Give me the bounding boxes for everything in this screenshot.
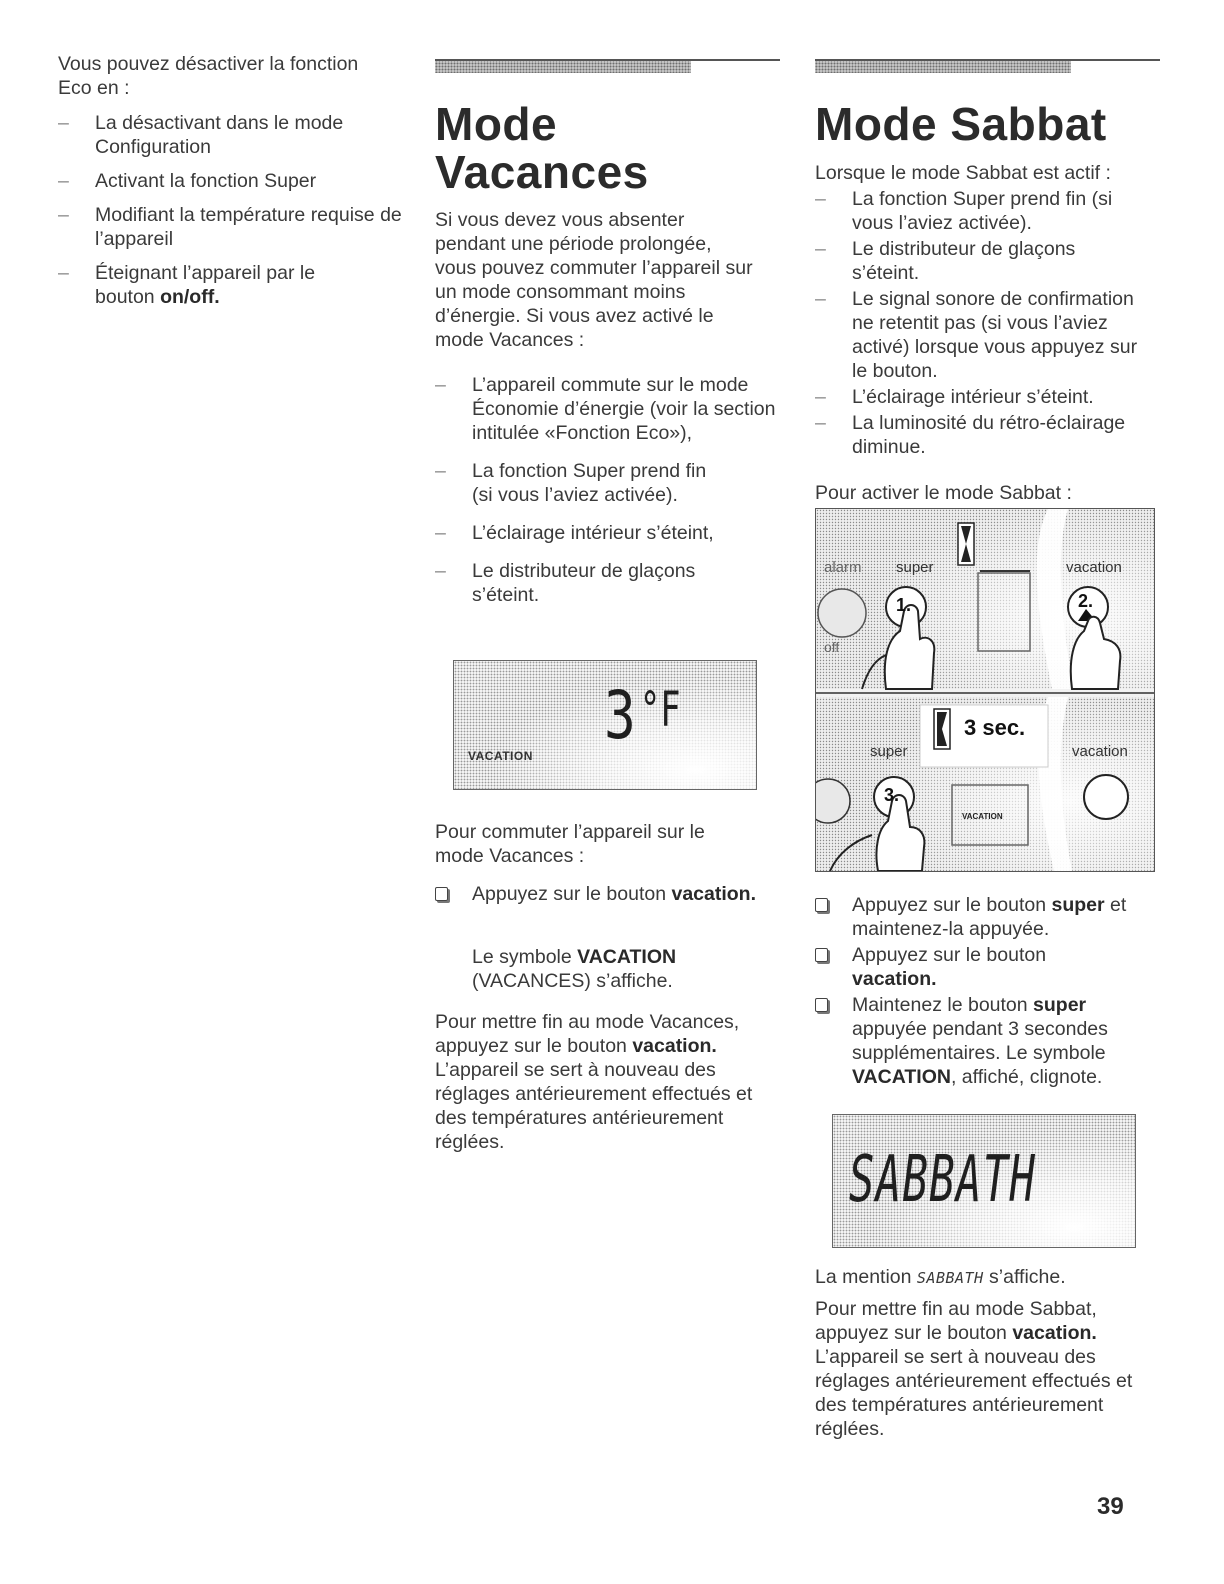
- checkbox-icon: [815, 948, 828, 962]
- vacation-symbol-text: Le symbole VACATION (VACANCES) s’affiche.: [472, 946, 677, 992]
- super-label: super: [870, 743, 908, 760]
- page-number: 39: [1097, 1493, 1124, 1520]
- list-item: – Le distributeur de glaçons s’éteint.: [815, 238, 1076, 284]
- vacation-display-unit: °F: [640, 682, 681, 738]
- sabbath-control-illustration: [815, 508, 1155, 872]
- list-item: Appuyez sur le bouton vacation.: [815, 943, 1092, 991]
- vacation-label: vacation: [1072, 743, 1128, 760]
- sabbath-title: Mode Sabbat: [815, 98, 1107, 150]
- list-item: – La fonction Super prend fin (si vous l’aviez activée).: [435, 460, 707, 506]
- vacation-effects-list: [435, 373, 780, 607]
- checkbox-icon: [815, 898, 828, 912]
- off-label: off: [824, 639, 840, 655]
- section-divider: [435, 59, 780, 73]
- list-item: – La luminosité du rétro-éclairage diminue.: [815, 412, 1126, 458]
- list-item: – Activant la fonction Super: [58, 170, 317, 192]
- vacation-button-icon: [1084, 775, 1128, 819]
- vacation-end-text: Pour mettre fin au mode Vacances, appuyez sur le bouton vacation. L’appareil se sert à nouveau des réglages antérieurement effectués et des températures antérieurement réglées.: [435, 1011, 753, 1153]
- step-3-label: 3.: [884, 785, 900, 805]
- three-seconds-label: 3 sec.: [964, 715, 1026, 740]
- hourglass-icon: [958, 523, 974, 565]
- step-2-label: 2.: [1078, 591, 1094, 611]
- step-1-label: 1.: [896, 595, 912, 615]
- list-item: – La fonction Super prend fin (si vous l’aviez activée).: [815, 188, 1113, 234]
- list-item: – L’éclairage intérieur s’éteint.: [815, 386, 1094, 408]
- alarm-label: alarm: [824, 559, 862, 576]
- vacation-intro: Si vous devez vous absenter pendant une période prolongée, vous pouvez commuter l’appareil sur un mode consommant moins d’énergie. Si vous avez activé le mode Vacances :: [435, 209, 753, 351]
- eco-disable-section: [58, 52, 403, 309]
- vacation-label: vacation: [1066, 559, 1122, 576]
- list-item: – L’éclairage intérieur s’éteint,: [435, 522, 714, 544]
- sabbath-display-text: SABBATH: [849, 1143, 1037, 1217]
- eco-disable-list: [58, 111, 403, 309]
- checkbox-icon: [815, 998, 828, 1012]
- super-label: super: [896, 559, 934, 576]
- vacation-display: [453, 660, 757, 790]
- alarm-button-icon: [818, 589, 866, 637]
- list-item: Appuyez sur le bouton super et maintenez-la appuyée.: [815, 893, 1155, 941]
- list-item: – La désactivant dans le mode Configuration: [58, 112, 344, 158]
- list-item: – Le signal sonore de confirmation ne retentit pas (si vous l’aviez activé) lorsque vous appuyez sur le bouton.: [815, 288, 1138, 382]
- vacation-steps: [435, 882, 765, 906]
- vacation-badge: VACATION: [962, 812, 1003, 821]
- checkbox-icon: [435, 887, 448, 901]
- vacation-title: Mode Vacances: [435, 98, 649, 198]
- list-item: – Modifiant la température requise de l’appareil: [58, 204, 402, 250]
- sabbath-steps: [815, 893, 1155, 1089]
- section-divider: [815, 59, 1160, 73]
- list-item: – Éteignant l’appareil par le bouton on/off.: [58, 262, 316, 308]
- sabbath-mention: La mention SABBATH s’affiche.: [815, 1266, 1066, 1288]
- sabbath-activate: Pour activer le mode Sabbat :: [815, 482, 1072, 504]
- list-item: Appuyez sur le bouton vacation.: [435, 882, 765, 906]
- eco-intro: Vous pouvez désactiver la fonction Eco en :: [58, 53, 359, 99]
- vacation-display-value: 3: [604, 677, 636, 754]
- hourglass-icon: [934, 709, 950, 749]
- sabbath-effects-list: [815, 187, 1145, 459]
- onoff-button-name: on/off.: [160, 286, 220, 308]
- sabbath-intro: Lorsque le mode Sabbat est actif :: [815, 162, 1111, 184]
- list-item: – L’appareil commute sur le mode Économie d’énergie (voir la section intitulée «Fonction Eco»),: [435, 374, 776, 444]
- sabbath-display: [832, 1114, 1136, 1248]
- vacation-switch-text: Pour commuter l’appareil sur le mode Vacances :: [435, 821, 705, 867]
- vacation-display-label: VACATION: [468, 749, 533, 763]
- list-item: Maintenez le bouton super appuyée pendant 3 secondes supplémentaires. Le symbole VACATION, affiché, clignote.: [815, 993, 1155, 1089]
- list-item: – Le distributeur de glaçons s’éteint.: [435, 560, 696, 606]
- sabbath-end-text: Pour mettre fin au mode Sabbat, appuyez sur le bouton vacation. L’appareil se sert à nouveau des réglages antérieurement effectués et des températures antérieurement réglées.: [815, 1298, 1133, 1440]
